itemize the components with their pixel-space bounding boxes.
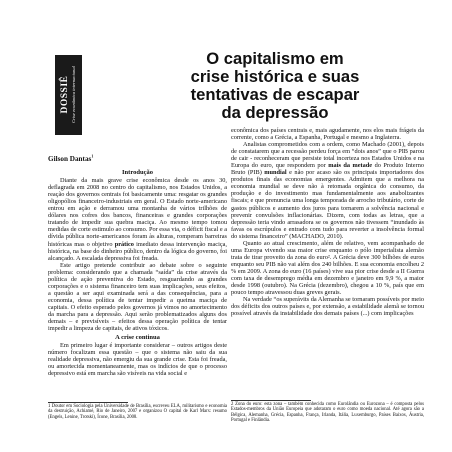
sidebar-subtitle: Crise econômica internacional [70, 66, 76, 124]
title-line: tentativas de escapar [190, 85, 360, 104]
body-paragraph: Diante da mais grave crise econômica desde os anos 30, deflagrada em 2008 no centro do capitalismo, nos Estados Unidos, a reação dos governos centrais foi basicamente uma: resgatar os grandes oligopólios financeiro-industriais em geral. O Estado norte-americano entrou em ação e derramou uma montanha de vários trilhões de dólares nos cofres dos bancos, financeiras e grandes corporações tratando de impedir sua quebra maciça. Ao mesmo tempo tomou medidas de corte estimulo ao consumo. Por essa via, o déficit fiscal e a dívida pública norte-americanos foram às alturas, romperam barreiras históricas mas o objetivo prático imediato dessa intervenção maciça, histórica, na base do dinheiro público, dentro da lógica do governo, foi alcançado. A escalada depressiva foi freada. [48, 177, 227, 262]
body-paragraph: Quanto ao atual crescimento, além de relativo, vem acompanhado de uma Europa vivendo sua maior crise enquanto o pólo imperialista alemão trata de tirar proveito da zona do euro². A Grécia deve 300 bilhões de euros enquanto seu PIB não vai além dos 240 bilhões. E sua economia encolheu 2 % em 2009. A zona do euro (16 países) vive sua pior crise desde a II Guerra com taxa de desemprego média em dezembro e janeiro em 9,9 %, a maior desde 1998 (outubro). Na Grécia (dezembro), chegou a 10 %, país que em pouco tempo atravessou duas greves gerais. [231, 239, 424, 297]
footnote-1: 1 Doutor em Sociologia pela Universidade de Brasília, escreveu ELA, militarismo e economia da destruição, Achiamé, Rio de Janeiro, 2007 e organizou O capital de Karl Marx: resumo (Engels, Lenine, Trotski), Ícone, Brasília, 2008. [48, 404, 227, 420]
article-title [100, 50, 450, 122]
title-line: crise histórica e suas [190, 67, 360, 86]
author-byline [48, 153, 227, 163]
footnote-divider [48, 402, 128, 403]
title-line: O capitalismo em [206, 49, 344, 68]
right-column [231, 127, 424, 317]
body-paragraph: Na verdade “os superávits da Alemanha se tornaram possíveis por meio dos déficits dos outros países e, por extensão, a estabilidade alemã se tornou possível através da instabilidade dos demais países (...) com implicações [231, 296, 424, 318]
dossie-sidebar-tab [55, 55, 82, 135]
sidebar-title: DOSSIÊ [59, 76, 70, 114]
title-line: da depressão [221, 103, 329, 122]
intro-heading: Introdução [122, 169, 153, 177]
body-paragraph: econômica dos países centrais e, mais agudamente, nos elos mais frágeis da corrente, como a Grécia, a Espanha, Portugal e mesmo a Inglaterra. [231, 127, 424, 142]
body-paragraph: Em primeiro lugar é importante considerar – outros artigos deste número focalizam essa questão – que o sistema não saiu da sua realidade depressiva, não emergiu da sua grande crise. Esta foi freada, ou amortecida momentaneamente, mas os indícios de que o processo depressivo está em marcha são visíveis na vida social e [48, 342, 227, 378]
left-column [48, 153, 227, 378]
author-footnote-mark: 1 [91, 153, 94, 159]
footnote-2: 2 Zona do euro: esta zona – também conhecida como Eurolândia ou Eurozona – é composta pelos Estados-membros da União Europeia que adotaram o euro como moeda nacional. Até agora são a Bélgica, Alemanha, Grécia, Espanha, França, Irlanda, Itália, Luxemburgo, Países Baixos, Áustria, Portugal e Finlândia. [231, 402, 424, 424]
section-heading: A crise continua [115, 334, 160, 342]
body-paragraph: Este artigo pretende contribuir ao debate sobre o seguinte problema: considerando que a chamada “saída” da crise através da política de ação preventiva do Estado, resguardando as grandes corporações e o sistema financeiro tem suas implicações, seus efeitos, a questão a ser aqui examinada será a das consequências, para a economia, dessa política de tentar impedir a queima maciça de capitais. O efeito esperado pelos governos já vimos no amortecimento da marcha para a depressão. Aqui serão problematizados alguns dos demais – e previsíveis – efeitos dessa operação política de tentar impedir a limpeza de capitais, de ativos tóxicos. [48, 261, 227, 333]
author-name: Gilson Dantas [48, 155, 92, 163]
footnote-divider [231, 400, 311, 401]
body-paragraph: Analistas comprometidos com a ordem, como Machado (2001), depois de constatarem que a recessão perdeu força em “dois anos” que o PIB parou de cair - reconheceram que persiste total incerteza nos Estados Unidos e na Europa do euro, que respondem por mais da metade do Produto Interno Bruto (PIB) mundial e não por acaso são os principais importadores dos produtos finais das economias emergentes. Admitem que a melhora na economia mundial se deve não à retomada orgânica do consumo, da produção e do investimento mas fundamentalmente aos anabolizantes fiscais; e que prenuncia uma longa temporada de arrocho tributário, corte de gastos públicos e aumento dos juros para tornarem a solvência nacional e prevenir convulsões inflacionárias. Dizem, com todas as letras, que a depressão teria vindo arrasadora se os governos não tivessem “inundado às favas os escrúpulos e entrado com tudo para reverter a insolvência formal do sistema financeiro” (MACHADO, 2010). [231, 141, 424, 240]
sidebar-text [61, 67, 76, 124]
